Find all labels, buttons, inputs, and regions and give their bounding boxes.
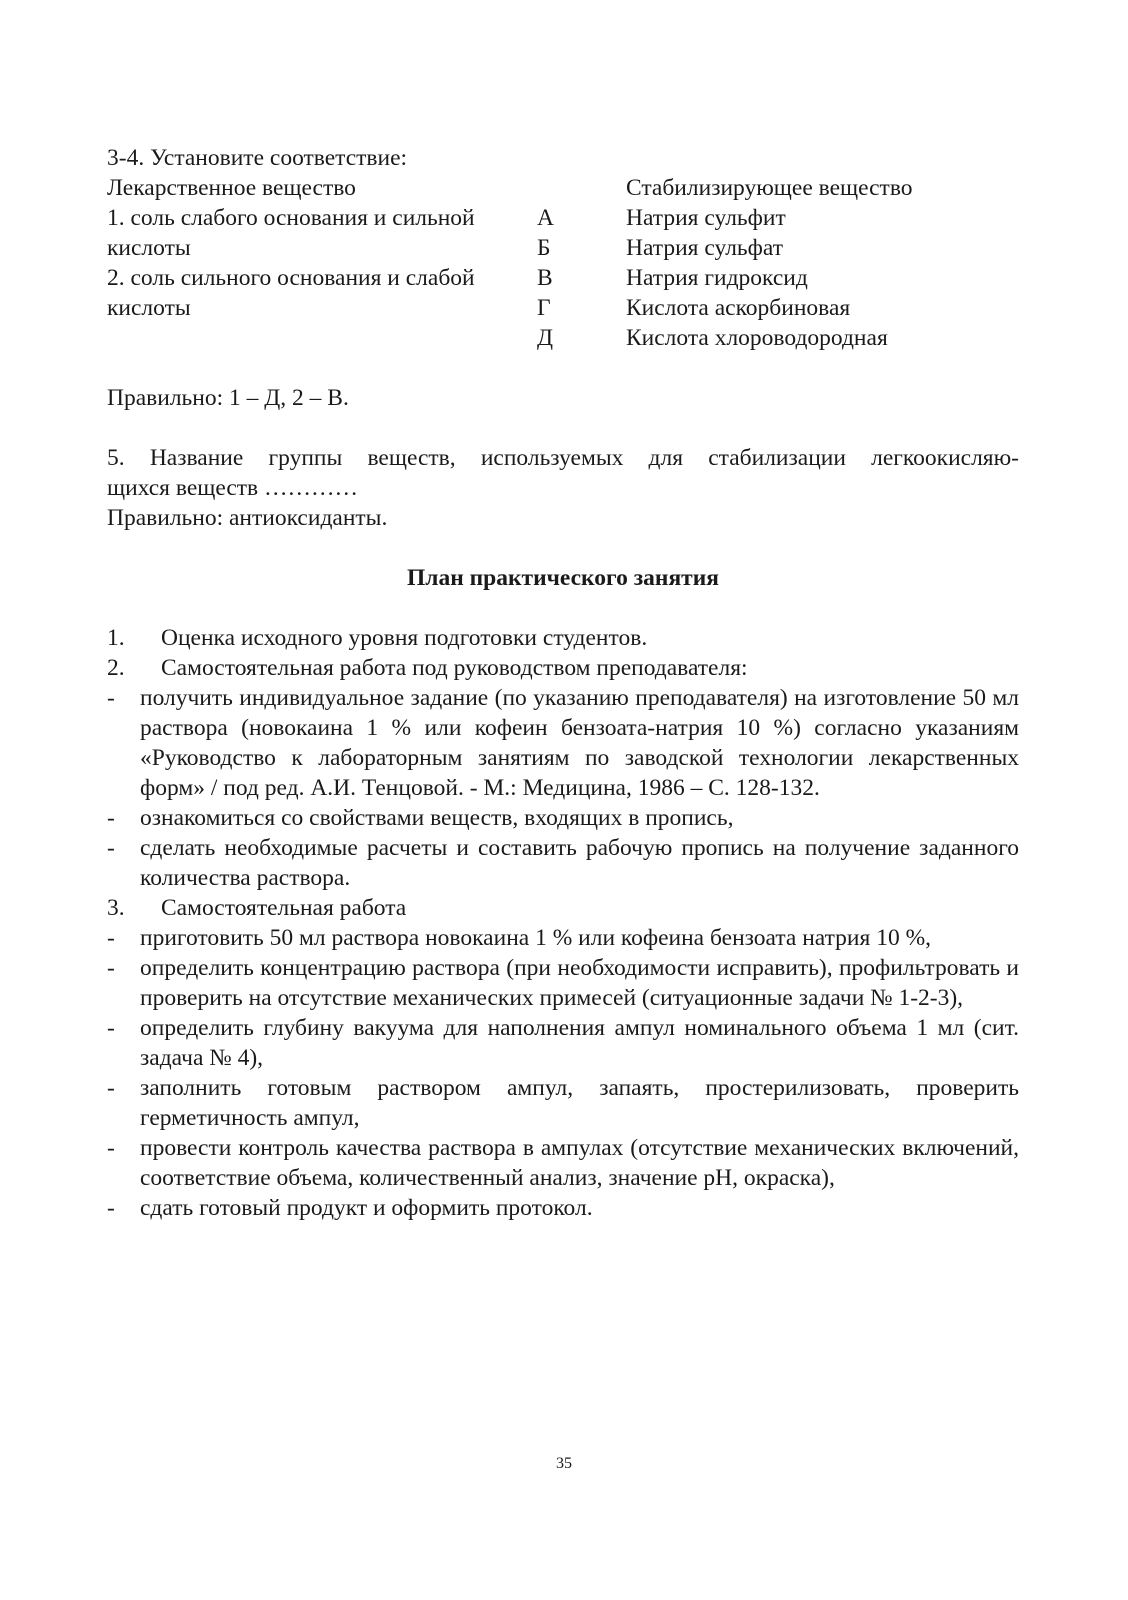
option-letter: В bbox=[537, 265, 553, 291]
plan-subitem: - сдать готовый продукт и оформить протокол. bbox=[107, 1195, 593, 1221]
plan-item-number: 2. bbox=[107, 655, 125, 681]
question-5-line1: 5. Название группы веществ, используемых для стабилизации легкоокисляю- bbox=[107, 445, 1019, 471]
page-number: 35 bbox=[556, 1455, 572, 1472]
matching-table bbox=[107, 173, 1019, 353]
plan-item-3 bbox=[107, 893, 1019, 923]
left-item: кислоты bbox=[107, 295, 191, 321]
plan-subitem-text: приготовить 50 мл раствора новокаина 1 % или кофеина бензоата натрия 10 %, bbox=[140, 925, 932, 951]
left-item: 1. соль слабого основания и сильной bbox=[107, 205, 475, 231]
left-item: кислоты bbox=[107, 235, 191, 261]
plan-subitem-text: определить концентрацию раствора (при необходимости исправить), профильтровать и проверить на отсутствие механических примесей (ситуационные задачи № 1-2-3), bbox=[140, 955, 1019, 1011]
plan-subitem: - получить индивидуальное задание (по указанию преподавателя) на изготовление 50 мл раствора (новокаина 1 % или кофеин бензоата-натрия 10 %) согласно указаниям «Руководство к лабораторным занятиям по заводской технологии лекарственных форм» / под ред. А.И. Тенцовой. - М.: Медицина, 1986 – С. 128-132. bbox=[107, 685, 1019, 801]
right-item: Кислота аскорбиновая bbox=[626, 295, 851, 321]
plan-subitem-text: определить глубину вакуума для наполнения ампул номинального объема 1 мл (сит. задача № 4), bbox=[140, 1015, 1019, 1071]
plan-subitem-text: ознакомиться со свойствами веществ, входящих в пропись, bbox=[140, 805, 734, 831]
plan-subitem: - заполнить готовым раствором ампул, запаять, простерилизовать, проверить герметичность ампул, bbox=[107, 1075, 1019, 1131]
option-letter: Д bbox=[537, 325, 554, 351]
plan-subitem: - ознакомиться со свойствами веществ, входящих в пропись, bbox=[107, 805, 734, 831]
plan-subitem-text: провести контроль качества раствора в ампулах (отсутствие механических включений, соответствие объема, количественный анализ, значение pH, окраска), bbox=[140, 1135, 1019, 1191]
plan-subitem: - определить глубину вакуума для наполнения ампул номинального объема 1 мл (сит. задача № 4), bbox=[107, 1015, 1019, 1071]
plan-item-text: Оценка исходного уровня подготовки студентов. bbox=[161, 625, 648, 651]
option-letter: А bbox=[537, 205, 554, 231]
plan-item-number: 3. bbox=[107, 895, 125, 921]
question-5-answer: Правильно: антиоксиданты. bbox=[107, 505, 388, 531]
right-item: Натрия сульфат bbox=[626, 235, 783, 261]
right-item: Натрия гидроксид bbox=[626, 265, 808, 291]
plan-subitem: - провести контроль качества раствора в ампулах (отсутствие механических включений, соответствие объема, количественный анализ, значение pH, окраска), bbox=[107, 1135, 1019, 1191]
option-letter: Б bbox=[537, 235, 551, 261]
plan-item-number: 1. bbox=[107, 625, 125, 651]
right-column-header: Стабилизирующее вещество bbox=[626, 175, 913, 201]
plan-subitem: - определить концентрацию раствора (при необходимости исправить), профильтровать и проверить на отсутствие механических примесей (ситуационные задачи № 1-2-3), bbox=[107, 955, 1019, 1011]
question-3-4-answer: Правильно: 1 – Д, 2 – В. bbox=[107, 385, 349, 411]
plan-subitem-text: получить индивидуальное задание (по указанию преподавателя) на изготовление 50 мл раствора (новокаина 1 % или кофеин бензоата-натрия 10 %) согласно указаниям «Руководство к лабораторным занятиям по заводской технологии лекарственных форм» / под ред. А.И. Тенцовой. - М.: Медицина, 1986 – С. 128-132. bbox=[140, 685, 1019, 801]
left-item: 2. соль сильного основания и слабой bbox=[107, 265, 475, 291]
question-5-line2: щихся веществ ………… bbox=[107, 475, 359, 501]
left-column-header: Лекарственное вещество bbox=[107, 175, 356, 201]
question-3-4-header: 3-4. Установите соответствие: bbox=[107, 145, 408, 171]
plan-subitem-text: заполнить готовым раствором ампул, запаять, простерилизовать, проверить герметичность ампул, bbox=[140, 1075, 1019, 1131]
plan-subitem: - приготовить 50 мл раствора новокаина 1 % или кофеина бензоата натрия 10 %, bbox=[107, 925, 932, 951]
plan-subitem-text: сдать готовый продукт и оформить протокол. bbox=[140, 1195, 593, 1221]
plan-subitem-text: сделать необходимые расчеты и составить рабочую пропись на получение заданного количества раствора. bbox=[140, 835, 1019, 891]
right-item: Натрия сульфит bbox=[626, 205, 786, 231]
section-title: План практического занятия bbox=[407, 565, 719, 591]
right-item: Кислота хлороводородная bbox=[626, 325, 888, 351]
plan-item-1 bbox=[107, 623, 1019, 653]
plan-subitem: - сделать необходимые расчеты и составить рабочую пропись на получение заданного количества раствора. bbox=[107, 835, 1019, 891]
option-letter: Г bbox=[537, 295, 551, 321]
plan-item-2 bbox=[107, 653, 1019, 683]
plan-item-text: Самостоятельная работа bbox=[161, 895, 407, 921]
page-content bbox=[107, 143, 1019, 1223]
plan-item-text: Самостоятельная работа под руководством преподавателя: bbox=[161, 655, 748, 681]
